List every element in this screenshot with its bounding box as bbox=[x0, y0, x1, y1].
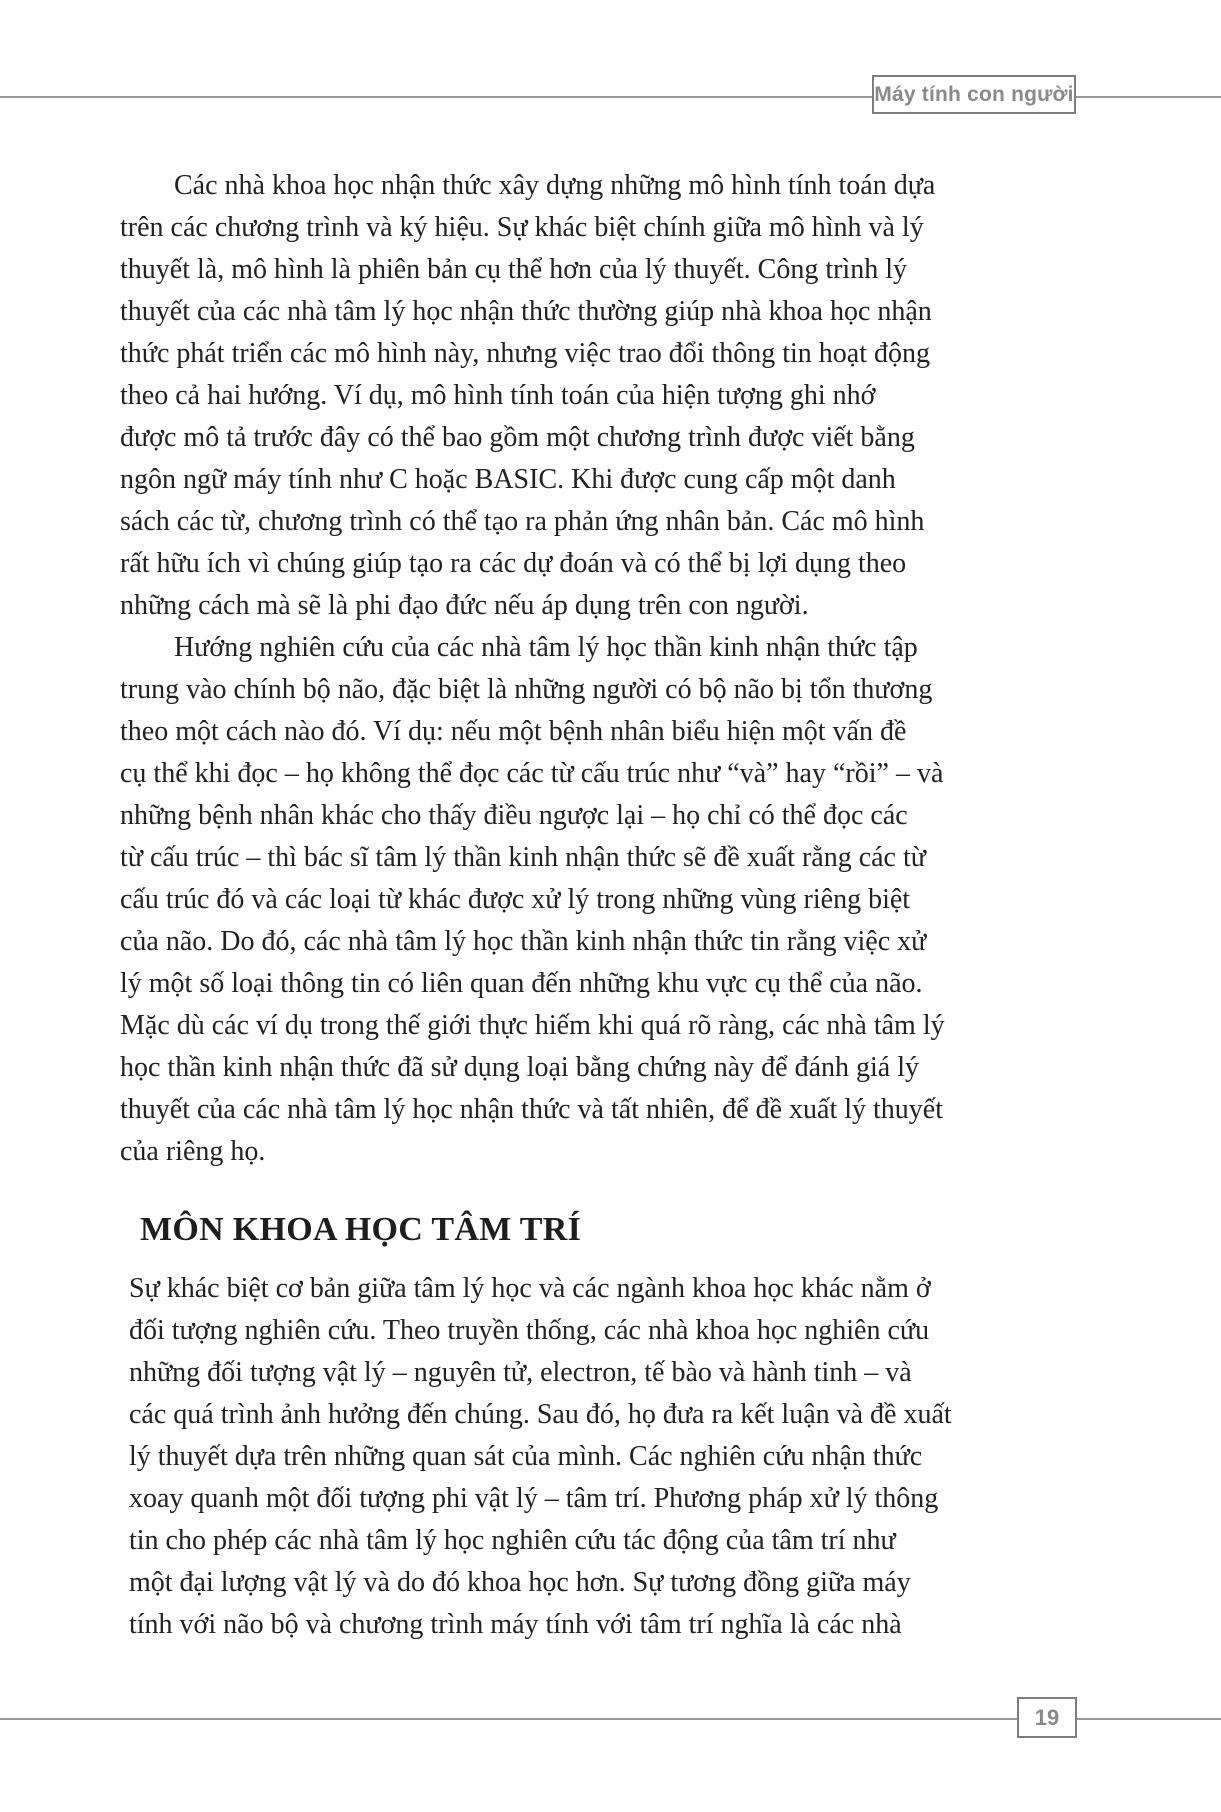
text-line: rất hữu ích vì chúng giúp tạo ra các dự đoán và có thể bị lợi dụng theo bbox=[120, 548, 907, 579]
text-line: Sự khác biệt cơ bản giữa tâm lý học và các ngành khoa học khác nằm ở bbox=[129, 1273, 931, 1304]
text-line: được mô tả trước đây có thể bao gồm một chương trình được viết bằng bbox=[120, 422, 915, 453]
text-line: những đối tượng vật lý – nguyên tử, electron, tế bào và hành tinh – và bbox=[129, 1357, 912, 1388]
text-line: theo một cách nào đó. Ví dụ: nếu một bệnh nhân biểu hiện một vấn đề bbox=[120, 716, 907, 747]
text-line: những bệnh nhân khác cho thấy điều ngược lại – họ chỉ có thể đọc các bbox=[120, 800, 908, 831]
text-line: xoay quanh một đối tượng phi vật lý – tâm trí. Phương pháp xử lý thông bbox=[129, 1483, 939, 1514]
text-line: Hướng nghiên cứu của các nhà tâm lý học thần kinh nhận thức tập bbox=[174, 632, 918, 663]
text-line: của não. Do đó, các nhà tâm lý học thần kinh nhận thức tin rằng việc xử bbox=[120, 926, 927, 957]
text-line: trung vào chính bộ não, đặc biệt là những người có bộ não bị tổn thương bbox=[120, 674, 933, 705]
text-line: những cách mà sẽ là phi đạo đức nếu áp dụng trên con người. bbox=[120, 590, 809, 621]
text-line: tin cho phép các nhà tâm lý học nghiên cứu tác động của tâm trí như bbox=[129, 1525, 896, 1556]
page-number-box bbox=[1017, 1697, 1077, 1738]
text-line: sách các từ, chương trình có thể tạo ra phản ứng nhân bản. Các mô hình bbox=[120, 506, 925, 537]
paragraph bbox=[129, 1268, 1130, 1646]
text-line: lý thuyết dựa trên những quan sát của mình. Các nghiên cứu nhận thức bbox=[129, 1441, 923, 1472]
text-line: học thần kinh nhận thức đã sử dụng loại bằng chứng này để đánh giá lý bbox=[120, 1052, 920, 1083]
text-line: lý một số loại thông tin có liên quan đến những khu vực cụ thể của não. bbox=[120, 968, 923, 999]
text-line: trên các chương trình và ký hiệu. Sự khác biệt chính giữa mô hình và lý bbox=[120, 212, 924, 243]
text-line: cấu trúc đó và các loại từ khác được xử lý trong những vùng riêng biệt bbox=[120, 884, 911, 915]
text-line: từ cấu trúc – thì bác sĩ tâm lý thần kinh nhận thức sẽ đề xuất rằng các từ bbox=[120, 842, 926, 873]
text-line: Các nhà khoa học nhận thức xây dựng những mô hình tính toán dựa bbox=[174, 170, 936, 201]
text-line: tính với não bộ và chương trình máy tính với tâm trí nghĩa là các nhà bbox=[129, 1609, 902, 1640]
running-head-title: Máy tính con người bbox=[874, 82, 1074, 106]
page-number: 19 bbox=[1034, 1704, 1060, 1730]
paragraph bbox=[120, 165, 1130, 627]
text-line: đối tượng nghiên cứu. Theo truyền thống, các nhà khoa học nghiên cứu bbox=[129, 1315, 930, 1346]
text-line: một đại lượng vật lý và do đó khoa học hơn. Sự tương đồng giữa máy bbox=[129, 1567, 911, 1598]
text-line: thuyết là, mô hình là phiên bản cụ thể hơn của lý thuyết. Công trình lý bbox=[120, 254, 907, 285]
text-line: các quá trình ảnh hưởng đến chúng. Sau đó, họ đưa ra kết luận và đề xuất bbox=[129, 1399, 952, 1430]
page-body bbox=[120, 165, 1130, 1646]
text-line: Mặc dù các ví dụ trong thế giới thực hiếm khi quá rõ ràng, các nhà tâm lý bbox=[120, 1010, 945, 1041]
text-line: ngôn ngữ máy tính như C hoặc BASIC. Khi được cung cấp một danh bbox=[120, 464, 896, 495]
running-head-box bbox=[872, 75, 1076, 114]
paragraph bbox=[120, 627, 1130, 1173]
text-line: thức phát triển các mô hình này, nhưng việc trao đổi thông tin hoạt động bbox=[120, 338, 931, 369]
text-line: cụ thể khi đọc – họ không thể đọc các từ cấu trúc như “và” hay “rồi” – và bbox=[120, 758, 944, 789]
text-line: của riêng họ. bbox=[120, 1136, 266, 1167]
text-line: thuyết của các nhà tâm lý học nhận thức và tất nhiên, để đề xuất lý thuyết bbox=[120, 1094, 944, 1125]
text-line: theo cả hai hướng. Ví dụ, mô hình tính toán của hiện tượng ghi nhớ bbox=[120, 380, 876, 411]
text-line: thuyết của các nhà tâm lý học nhận thức thường giúp nhà khoa học nhận bbox=[120, 296, 932, 327]
section-heading: MÔN KHOA HỌC TÂM TRÍ bbox=[140, 1211, 582, 1248]
